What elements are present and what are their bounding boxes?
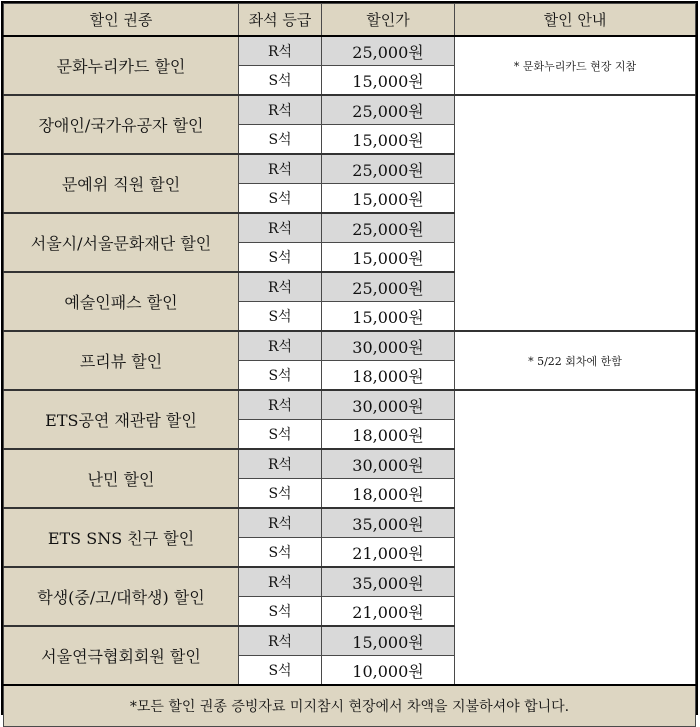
price-cell: 18,000원 (322, 361, 455, 391)
header-row (4, 4, 696, 37)
seat-grade-cell: S석 (239, 184, 322, 214)
seat-grade-cell: R석 (239, 213, 322, 243)
price-cell: 15,000원 (322, 184, 455, 214)
header-discount-price: 할인가 (322, 4, 455, 37)
seat-grade-cell: S석 (239, 420, 322, 450)
seat-grade-cell: R석 (239, 626, 322, 656)
seat-grade-cell: R석 (239, 331, 322, 361)
table-row (4, 95, 696, 125)
discount-type-cell: 난민 할인 (4, 449, 239, 508)
price-cell: 15,000원 (322, 243, 455, 273)
seat-grade-cell: S석 (239, 243, 322, 273)
table-row (4, 36, 696, 66)
price-cell: 15,000원 (322, 66, 455, 96)
price-cell: 15,000원 (322, 626, 455, 656)
price-cell: 25,000원 (322, 36, 455, 66)
price-cell: 25,000원 (322, 95, 455, 125)
discount-type-cell: 문화누리카드 할인 (4, 36, 239, 95)
discount-type-cell: 장애인/국가유공자 할인 (4, 95, 239, 154)
price-cell: 35,000원 (322, 508, 455, 538)
price-cell: 35,000원 (322, 567, 455, 597)
discount-note-cell-empty (455, 390, 696, 685)
seat-grade-cell: S석 (239, 361, 322, 391)
discount-note-cell-empty (455, 95, 696, 331)
discount-type-cell: ETS공연 재관람 할인 (4, 390, 239, 449)
discount-type-cell: 서울시/서울문화재단 할인 (4, 213, 239, 272)
seat-grade-cell: R석 (239, 95, 322, 125)
price-cell: 30,000원 (322, 390, 455, 420)
seat-grade-cell: S석 (239, 656, 322, 686)
discount-note-cell: * 문화누리카드 현장 지참 (455, 36, 696, 95)
seat-grade-cell: R석 (239, 390, 322, 420)
discount-type-cell: 프리뷰 할인 (4, 331, 239, 390)
price-cell: 25,000원 (322, 213, 455, 243)
price-cell: 25,000원 (322, 154, 455, 184)
seat-grade-cell: R석 (239, 154, 322, 184)
discount-type-cell: 예술인패스 할인 (4, 272, 239, 331)
discount-table (3, 3, 696, 727)
price-cell: 15,000원 (322, 302, 455, 332)
price-cell: 21,000원 (322, 538, 455, 568)
table-row (4, 331, 696, 361)
seat-grade-cell: S석 (239, 125, 322, 155)
discount-type-cell: 서울연극협회회원 할인 (4, 626, 239, 685)
seat-grade-cell: S석 (239, 538, 322, 568)
price-cell: 30,000원 (322, 449, 455, 479)
price-cell: 10,000원 (322, 656, 455, 686)
discount-type-cell: 문예위 직원 할인 (4, 154, 239, 213)
discount-type-cell: ETS SNS 친구 할인 (4, 508, 239, 567)
discount-type-cell: 학생(중/고/대학생) 할인 (4, 567, 239, 626)
price-cell: 18,000원 (322, 420, 455, 450)
header-discount-info: 할인 안내 (455, 4, 696, 37)
price-cell: 21,000원 (322, 597, 455, 627)
discount-table-frame (1, 1, 698, 715)
seat-grade-cell: S석 (239, 66, 322, 96)
discount-note-cell: * 5/22 회차에 한함 (455, 331, 696, 390)
price-cell: 15,000원 (322, 125, 455, 155)
seat-grade-cell: S석 (239, 302, 322, 332)
seat-grade-cell: S석 (239, 597, 322, 627)
seat-grade-cell: R석 (239, 449, 322, 479)
price-cell: 25,000원 (322, 272, 455, 302)
footer-notice: *모든 할인 권종 증빙자료 미지참시 현장에서 차액을 지불하셔야 합니다. (4, 685, 696, 727)
header-seat-grade: 좌석 등급 (239, 4, 322, 37)
price-cell: 18,000원 (322, 479, 455, 509)
seat-grade-cell: R석 (239, 36, 322, 66)
seat-grade-cell: R석 (239, 567, 322, 597)
price-cell: 30,000원 (322, 331, 455, 361)
seat-grade-cell: R석 (239, 272, 322, 302)
header-discount-type: 할인 권종 (4, 4, 239, 37)
footer-row (4, 685, 696, 727)
seat-grade-cell: S석 (239, 479, 322, 509)
seat-grade-cell: R석 (239, 508, 322, 538)
table-row (4, 390, 696, 420)
